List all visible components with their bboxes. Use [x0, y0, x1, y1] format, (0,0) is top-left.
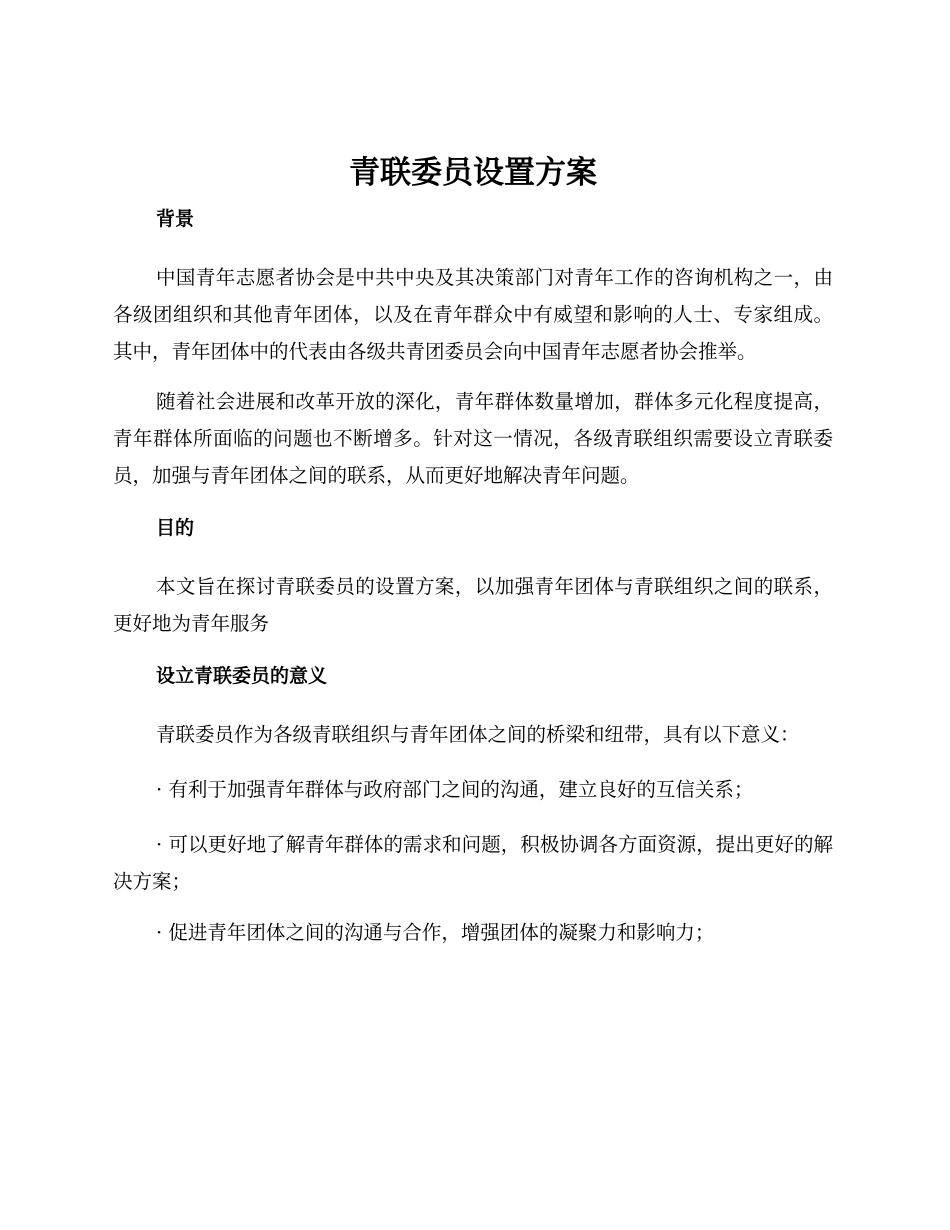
section-heading-significance: 设立青联委员的意义: [156, 665, 328, 687]
paragraph: 随着社会进展和改革开放的深化，青年群体数量增加，群体多元化程度提高，青年群体所面临的问题也不断增多。针对这一情况，各级青联组织需要设立青联委员，加强与青年团体之间的联系，从而更好地解决青年问题。: [113, 390, 833, 487]
bullet-item: · 有利于加强青年群体与政府部门之间的沟通，建立良好的互信关系；: [156, 778, 754, 801]
paragraph: 青联委员作为各级青联组织与青年团体之间的桥梁和纽带，具有以下意义：: [156, 723, 800, 746]
section-heading-purpose: 目的: [156, 517, 195, 539]
section-heading-background: 背景: [156, 208, 195, 230]
bullet-item: · 促进青年团体之间的沟通与合作，增强团体的凝聚力和影响力；: [156, 921, 715, 944]
document-title: 青联委员设置方案: [349, 155, 597, 191]
bullet-item: · 可以更好地了解青年群体的需求和问题，积极协调各方面资源，提出更好的解决方案；: [113, 833, 833, 893]
paragraph: 本文旨在探讨青联委员的设置方案，以加强青年团体与青联组织之间的联系，更好地为青年服务: [113, 575, 833, 635]
document-body: [113, 148, 833, 951]
paragraph: 中国青年志愿者协会是中共中央及其决策部门对青年工作的咨询机构之一，由各级团组织和其他青年团体，以及在青年群众中有威望和影响的人士、专家组成。其中，青年团体中的代表由各级共青团委员会向中国青年志愿者协会推举。: [113, 266, 833, 363]
